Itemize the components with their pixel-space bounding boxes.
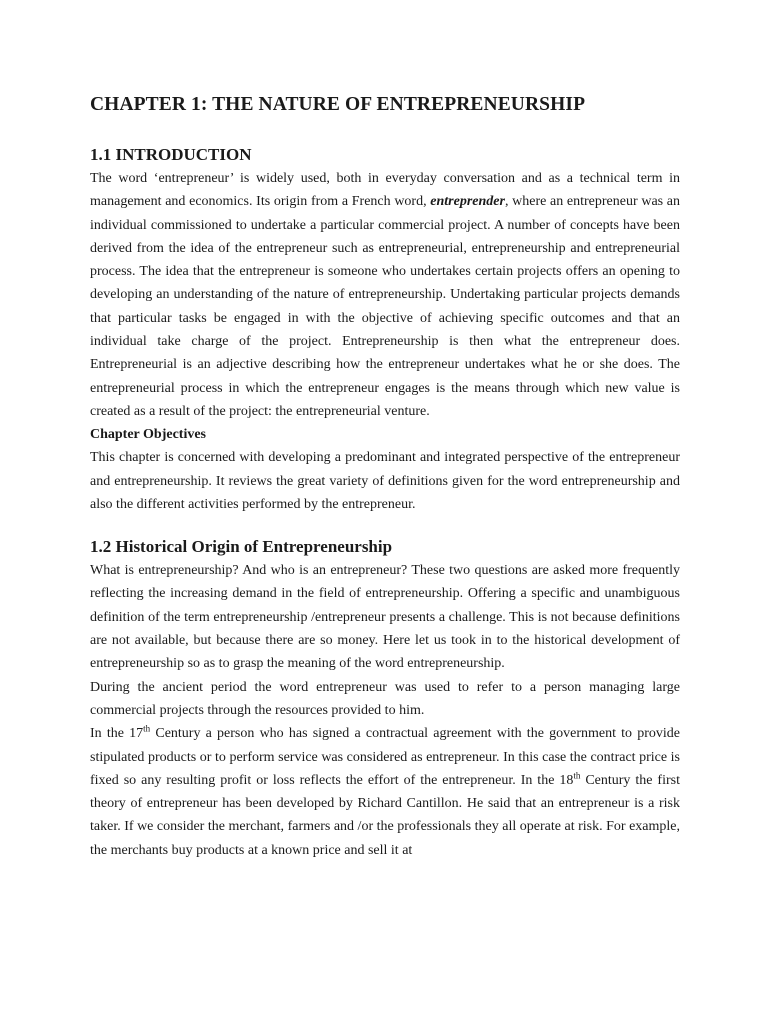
intro-text-part2: , where an entrepreneur was an individual commissioned to undertake a particular commercial project. A number of concepts have been derived from the idea of the entrepreneur such as entrepreneurial, entrepreneurship and entrepreneurial process. The idea that the entrepreneur is someone who undertakes certain projects offers an opening to developing an understanding of the nature of entrepreneurship. Undertaking particular projects demands that particular tasks be engaged in with the objective of achieving specific outcomes and that an individual take charge of the project. Entrepreneurship is then what the entrepreneur does. Entrepreneurial is an adjective describing how the entrepreneur undertakes what he or she does. The entrepreneurial process in which the entrepreneur engages is the means through which new value is created as a result of the project: the entrepreneurial venture.	[90, 194, 681, 419]
chapter-objectives-heading: Chapter Objectives	[90, 427, 206, 443]
p3-superscript-1: th	[143, 723, 151, 734]
section-1-2-heading: 1.2 Historical Origin of Entrepreneurship	[90, 537, 393, 557]
p3-text-c: Century the first theory of entrepreneur has been developed by Richard Cantillon. He said that an entrepreneur is a risk taker. If we consider the merchant, farmers and /or the professionals they all operate at risk. For example, the merchants buy products at a known price and sell it at	[90, 772, 680, 858]
chapter-objectives-paragraph: This chapter is concerned with developing a predominant and integrated perspective of the entrepreneur and entrepreneurship. It reviews the great variety of definitions given for the word entrepreneurship and also the different activities performed by the entrepreneur.	[90, 450, 680, 512]
intro-paragraph	[90, 167, 680, 423]
p3-superscript-2: th	[573, 770, 581, 781]
historical-paragraph-1: What is entrepreneurship? And who is an entrepreneur? These two questions are asked more frequently reflecting the increasing demand in the field of entrepreneurship. Offering a specific and unambiguous definition of the term entrepreneurship /entrepreneur presents a challenge. This is not because definitions are not available, but because there are so money. Here let us took in to the historical development of entrepreneurship so as to grasp the meaning of the word entrepreneurship.	[90, 563, 680, 672]
section-spacer	[90, 516, 680, 535]
p3-text-b: Century a person who has signed a contractual agreement with the government to provide stipulated products or to perform service was considered as entrepreneur. In this case the contract price is fixed so any resulting profit or loss reflects the effort of the entrepreneur. In the 18	[90, 726, 681, 788]
intro-text-part1: The word ‘entrepreneur’ is widely used, both in everyday conversation and as a technical term in management and economics. Its origin from a French word,	[90, 171, 680, 210]
section-1-1-heading: 1.1 INTRODUCTION	[90, 145, 252, 164]
historical-paragraph-2: During the ancient period the word entrepreneur was used to refer to a person managing large commercial projects through the resources provided to him.	[90, 679, 680, 718]
historical-paragraph-3	[90, 722, 680, 862]
chapter-title: CHAPTER 1: THE NATURE OF ENTREPRENEURSHIP	[90, 94, 586, 115]
p3-text-a: In the 17	[90, 726, 144, 742]
intro-emphasis-term: entreprender	[430, 194, 505, 210]
